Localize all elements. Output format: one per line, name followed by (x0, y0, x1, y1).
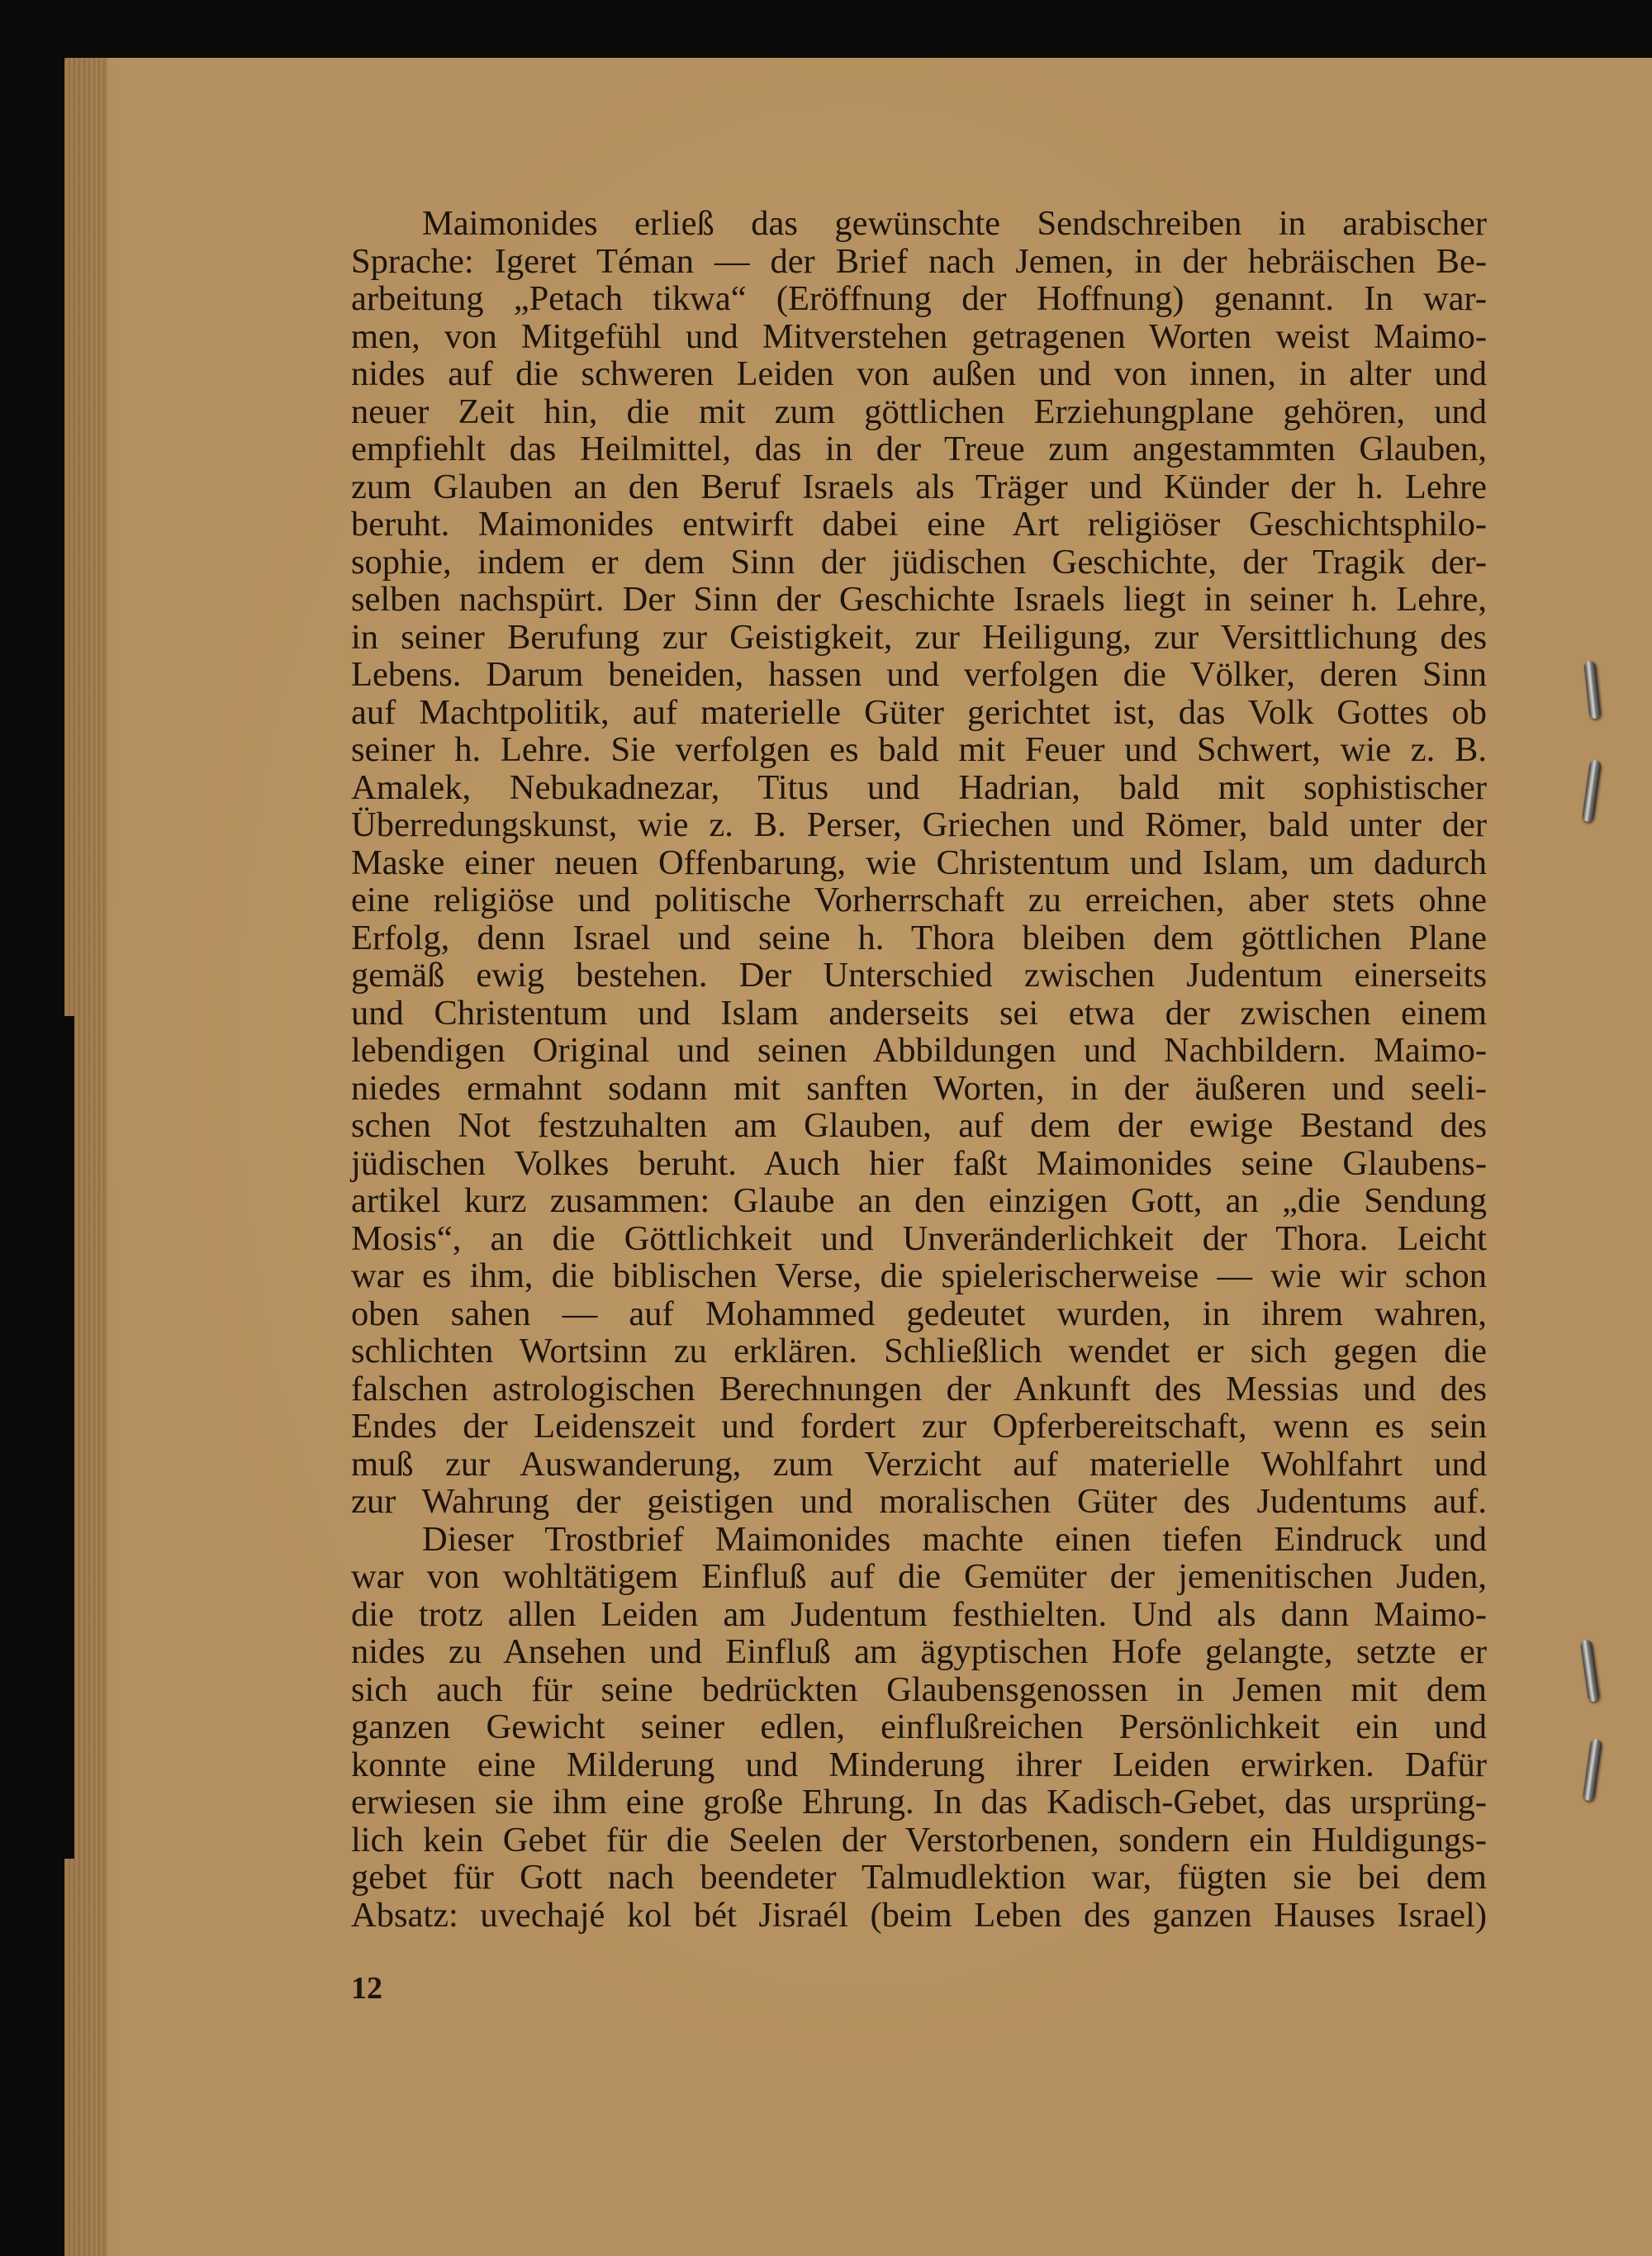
text-line: gebet für Gott nach beendeter Talmudlektion war, fügten sie bei dem (351, 1858, 1487, 1897)
text-line: war von wohltätigem Einfluß auf die Gemüter der jemenitischen Juden, (351, 1557, 1487, 1596)
text-line: men, von Mitgefühl und Mitverstehen getragenen Worten weist Maimo- (351, 316, 1487, 356)
text-line: falschen astrologischen Berechnungen der Ankunft des Messias und des (351, 1369, 1487, 1408)
text-line: nides zu Ansehen und Einfluß am ägyptischen Hofe gelangte, setzte er (351, 1632, 1487, 1671)
binding-notch (59, 1016, 74, 1859)
text-line: muß zur Auswanderung, zum Verzicht auf materielle Wohlfahrt und (351, 1444, 1487, 1484)
text-line: Amalek, Nebukadnezar, Titus und Hadrian, bald mit sophistischer (351, 767, 1487, 807)
text-line: zur Wahrung der geistigen und moralischen Güter des Judentums auf. (351, 1482, 1487, 1521)
text-line: Endes der Leidenszeit und fordert zur Opferbereitschaft, wenn es sein (351, 1407, 1487, 1446)
text-line: oben sahen — auf Mohammed gedeutet wurden, in ihrem wahren, (351, 1294, 1487, 1333)
text-line: schen Not festzuhalten am Glauben, auf dem der ewige Bestand des (351, 1106, 1487, 1145)
text-line: zum Glauben an den Beruf Israels als Träger und Künder der h. Lehre (351, 467, 1487, 506)
text-line: Mosis“, an die Göttlichkeit und Unveränderlichkeit der Thora. Leicht (351, 1218, 1487, 1258)
text-line: Erfolg, denn Israel und seine h. Thora bleiben dem göttlichen Plane (351, 918, 1487, 957)
text-line: in seiner Berufung zur Geistigkeit, zur Heiligung, zur Versittlichung des (351, 617, 1487, 657)
text-line: gemäß ewig bestehen. Der Unterschied zwischen Judentum einerseits (351, 956, 1487, 995)
text-line: konnte eine Milderung und Minderung ihrer Leiden erwirken. Dafür (351, 1745, 1487, 1784)
page-number: 12 (351, 1971, 382, 2006)
text-line: Lebens. Darum beneiden, hassen und verfolgen die Völker, deren Sinn (351, 655, 1487, 694)
text-line: auf Machtpolitik, auf materielle Güter gerichtet ist, das Volk Gottes ob (351, 692, 1487, 732)
text-line: war es ihm, die biblischen Verse, die spielerischerweise — wie wir schon (351, 1256, 1487, 1295)
text-line: empfiehlt das Heilmittel, das in der Treue zum angestammten Glauben, (351, 430, 1487, 468)
text-line: niedes ermahnt sodann mit sanften Worten, in der äußeren und seeli- (351, 1068, 1487, 1108)
text-line: erwiesen sie ihm eine große Ehrung. In das Kadisch-Gebet, das ursprüng- (351, 1783, 1487, 1821)
text-line: Maske einer neuen Offenbarung, wie Christentum und Islam, um dadurch (351, 843, 1487, 882)
text-line: artikel kurz zusammen: Glaube an den einzigen Gott, an „die Sendung (351, 1181, 1487, 1220)
text-line: Maimonides erließ das gewünschte Sendschreiben in arabischer (422, 204, 1487, 243)
text-line: nides auf die schweren Leiden von außen und von innen, in alter und (351, 354, 1487, 393)
text-line: Absatz: uvechajé kol bét Jisraél (beim Leben des ganzen Hauses Israel) (351, 1895, 1487, 1935)
text-line: jüdischen Volkes beruht. Auch hier faßt Maimonides seine Glaubens- (351, 1143, 1487, 1183)
text-line: ganzen Gewicht seiner edlen, einflußreichen Persönlichkeit ein und (351, 1707, 1487, 1746)
text-line: lich kein Gebet für die Seelen der Verstorbenen, sondern ein Huldigungs- (351, 1820, 1487, 1859)
text-line: neuer Zeit hin, die mit zum göttlichen Erziehungplane gehören, und (351, 392, 1487, 431)
text-line: lebendigen Original und seinen Abbildungen und Nachbildern. Maimo- (351, 1031, 1487, 1070)
text-line: selben nachspürt. Der Sinn der Geschichte Israels liegt in seiner h. Lehre, (351, 580, 1487, 619)
body-text (351, 205, 1487, 1934)
text-line: eine religiöse und politische Vorherrschaft zu erreichen, aber stets ohne (351, 881, 1487, 919)
text-line: sophie, indem er dem Sinn der jüdischen Geschichte, der Tragik der- (351, 542, 1487, 582)
text-line: arbeitung „Petach tikwa“ (Eröffnung der Hoffnung) genannt. In war- (351, 279, 1487, 318)
text-line: schlichten Wortsinn zu erklären. Schließlich wendet er sich gegen die (351, 1332, 1487, 1370)
text-line: und Christentum und Islam anderseits sei etwa der zwischen einem (351, 993, 1487, 1033)
text-line: sich auch für seine bedrückten Glaubensgenossen in Jemen mit dem (351, 1669, 1487, 1709)
text-line: seiner h. Lehre. Sie verfolgen es bald mit Feuer und Schwert, wie z. B. (351, 730, 1487, 769)
text-line: die trotz allen Leiden am Judentum festhielten. Und als dann Maimo- (351, 1594, 1487, 1634)
text-line: Überredungskunst, wie z. B. Perser, Griechen und Römer, bald unter der (351, 805, 1487, 844)
text-line: Sprache: Igeret Téman — der Brief nach Jemen, in der hebräischen Be- (351, 241, 1487, 281)
text-line: beruht. Maimonides entwirft dabei eine Art religiöser Geschichtsphilo- (351, 505, 1487, 544)
text-line: Dieser Trostbrief Maimonides machte einen tiefen Eindruck und (422, 1519, 1487, 1559)
